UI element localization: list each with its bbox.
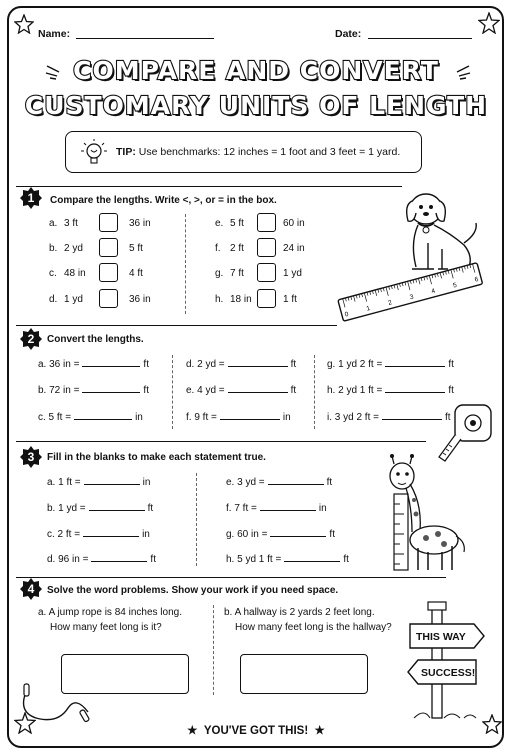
answer-blank[interactable] xyxy=(382,411,442,420)
sign-success: SUCCESS! xyxy=(421,667,476,679)
section-3-badge: 3 xyxy=(20,446,42,468)
unit-label: ft xyxy=(343,554,349,565)
conversion-item xyxy=(186,384,296,396)
answer-blank[interactable] xyxy=(91,553,147,562)
column-divider xyxy=(185,214,186,314)
answer-blank[interactable] xyxy=(268,476,324,485)
fill-blank-item xyxy=(47,502,153,514)
tip-label: TIP: xyxy=(116,146,136,158)
ruler-number: 0 xyxy=(344,310,350,319)
fill-question: f. 7 ft = xyxy=(226,503,257,514)
answer-blank[interactable] xyxy=(260,502,316,511)
unit-label: in xyxy=(282,412,291,423)
answer-blank[interactable] xyxy=(284,553,340,562)
answer-blank[interactable] xyxy=(228,358,288,367)
conversion-question: d. 2 yd = xyxy=(186,359,225,370)
giraffe-illustration xyxy=(380,454,476,574)
column-divider xyxy=(196,473,197,566)
unit-label: ft xyxy=(143,359,149,370)
word-problem-a-line1: a. A jump rope is 84 inches long. xyxy=(38,607,182,618)
compare-answer-box[interactable] xyxy=(99,263,118,282)
ruler-number: 6 xyxy=(473,276,480,284)
conversion-item xyxy=(186,358,296,370)
quantity-right: 36 in xyxy=(129,294,151,305)
compare-answer-box[interactable] xyxy=(257,263,276,282)
conversion-question: b. 72 in = xyxy=(38,385,80,396)
quantity-left: 3 ft xyxy=(64,218,78,229)
quantity-left: 7 ft xyxy=(230,268,244,279)
column-divider xyxy=(172,355,173,429)
quantity-right: 36 in xyxy=(129,218,151,229)
quantity-left: 2 ft xyxy=(230,243,244,254)
fill-question: c. 2 ft = xyxy=(47,529,81,540)
answer-blank[interactable] xyxy=(83,528,139,537)
signpost-illustration xyxy=(404,598,490,722)
divider xyxy=(16,577,446,578)
fill-blank-item xyxy=(47,528,150,540)
conversion-question: e. 4 yd = xyxy=(186,385,225,396)
fill-question: g. 60 in = xyxy=(226,529,268,540)
sparkle-icon xyxy=(44,62,64,80)
unit-label: in xyxy=(142,529,150,540)
answer-blank[interactable] xyxy=(84,476,140,485)
fill-question: b. 1 yd = xyxy=(47,503,86,514)
compare-answer-box[interactable] xyxy=(99,213,118,232)
date-label: Date: xyxy=(335,28,362,40)
unit-label: ft xyxy=(326,477,333,488)
ruler-number: 2 xyxy=(387,299,393,307)
answer-blank[interactable] xyxy=(82,384,140,393)
divider xyxy=(16,186,402,187)
name-field[interactable] xyxy=(76,38,214,39)
answer-blank[interactable] xyxy=(74,411,132,420)
fill-blank-item xyxy=(226,528,335,540)
tip-text: Use benchmarks: 12 inches = 1 foot and 3 feet = 1 yard. xyxy=(138,146,401,158)
section-2-badge: 2 xyxy=(20,328,42,350)
column-divider xyxy=(314,355,315,429)
section-4-badge: 4 xyxy=(20,578,42,600)
conversion-question: f. 9 ft = xyxy=(186,412,217,423)
quantity-right: 5 ft xyxy=(129,243,143,254)
ruler-number: 4 xyxy=(430,287,436,296)
unit-label: ft xyxy=(444,412,451,423)
star-icon: ★ xyxy=(187,725,198,737)
section-2-title: Convert the lengths. xyxy=(47,334,144,345)
sparkle-icon xyxy=(452,62,472,80)
unit-label: in xyxy=(318,503,327,514)
answer-blank[interactable] xyxy=(82,358,140,367)
unit-label: ft xyxy=(448,359,454,370)
compare-answer-box[interactable] xyxy=(257,238,276,257)
quantity-right: 24 in xyxy=(283,243,305,254)
page-title-line1: COMPARE AND CONVERT xyxy=(73,56,439,85)
star-icon xyxy=(478,12,500,34)
conversion-item xyxy=(327,411,451,423)
quantity-right: 1 yd xyxy=(283,268,302,279)
star-icon xyxy=(14,14,34,34)
fill-question: a. 1 ft = xyxy=(47,477,81,488)
unit-label: ft xyxy=(147,503,154,514)
answer-blank[interactable] xyxy=(270,528,326,537)
word-problem-b-line1: b. A hallway is 2 yards 2 feet long. xyxy=(224,607,375,618)
fill-question: e. 3 yd = xyxy=(226,477,265,488)
section-1-title: Compare the lengths. Write <, >, or = in the box. xyxy=(50,195,277,206)
sign-this-way: THIS WAY xyxy=(416,631,466,643)
conversion-item xyxy=(186,411,291,423)
fill-blank-item xyxy=(47,476,150,488)
ruler-number: 3 xyxy=(409,293,415,302)
conversion-item xyxy=(38,411,143,423)
word-problem-a-line2: How many feet long is it? xyxy=(50,622,162,633)
quantity-right: 4 ft xyxy=(129,268,143,279)
fill-question: d. 96 in = xyxy=(47,554,89,565)
answer-box-b[interactable] xyxy=(240,654,368,694)
divider xyxy=(16,325,337,326)
section-3-title: Fill in the blanks to make each statement true. xyxy=(47,452,266,463)
quantity-left: 18 in xyxy=(230,294,252,305)
item-letter: b. xyxy=(49,243,58,254)
item-letter: h. xyxy=(215,294,224,305)
unit-label: ft xyxy=(290,385,297,396)
compare-answer-box[interactable] xyxy=(257,289,276,308)
lightbulb-icon xyxy=(80,137,108,167)
footer-banner xyxy=(0,723,512,737)
compare-answer-box[interactable] xyxy=(99,289,118,308)
ruler-number: 5 xyxy=(452,281,458,290)
tip-box xyxy=(65,131,422,173)
name-label: Name: xyxy=(38,28,71,40)
column-divider xyxy=(213,605,214,695)
jump-rope-illustration xyxy=(18,682,92,726)
divider xyxy=(16,441,426,442)
unit-label: in xyxy=(135,412,143,423)
compare-answer-box[interactable] xyxy=(99,238,118,257)
answer-blank[interactable] xyxy=(385,384,445,393)
section-1-badge: 1 xyxy=(20,187,42,209)
item-letter: f. xyxy=(215,243,221,254)
answer-blank[interactable] xyxy=(228,384,288,393)
conversion-item xyxy=(38,384,149,396)
unit-label: ft xyxy=(150,554,156,565)
conversion-item xyxy=(38,358,149,370)
answer-blank[interactable] xyxy=(385,358,445,367)
conversion-item xyxy=(327,358,454,370)
quantity-right: 60 in xyxy=(283,218,305,229)
item-letter: a. xyxy=(49,218,58,229)
unit-label: ft xyxy=(329,529,335,540)
conversion-question: c. 5 ft = xyxy=(38,412,72,423)
unit-label: ft xyxy=(448,385,454,396)
footer-text: YOU'VE GOT THIS! xyxy=(203,725,309,737)
answer-blank[interactable] xyxy=(220,411,280,420)
fill-blank-item xyxy=(226,476,332,488)
item-letter: c. xyxy=(49,268,57,279)
fill-blank-item xyxy=(226,553,349,565)
word-problem-b-line2: How many feet long is the hallway? xyxy=(235,622,392,633)
conversion-question: a. 36 in = xyxy=(38,359,80,370)
conversion-question: i. 3 yd 2 ft = xyxy=(327,412,379,423)
quantity-right: 1 ft xyxy=(283,294,297,305)
ruler-illustration xyxy=(335,256,485,326)
quantity-left: 5 ft xyxy=(230,218,244,229)
item-letter: e. xyxy=(215,218,224,229)
date-field[interactable] xyxy=(368,38,472,39)
conversion-question: g. 1 yd 2 ft = xyxy=(327,359,383,370)
ruler-number: 1 xyxy=(365,305,372,313)
fill-blank-item xyxy=(226,502,327,514)
page-title-line2: CUSTOMARY UNITS OF LENGTH xyxy=(24,91,488,120)
unit-label: ft xyxy=(290,359,297,370)
item-letter: d. xyxy=(49,294,58,305)
answer-blank[interactable] xyxy=(89,502,145,511)
item-letter: g. xyxy=(215,268,224,279)
quantity-left: 48 in xyxy=(64,268,86,279)
quantity-left: 2 yd xyxy=(64,243,83,254)
conversion-question: h. 2 yd 1 ft = xyxy=(327,385,383,396)
unit-label: in xyxy=(142,477,151,488)
compare-answer-box[interactable] xyxy=(257,213,276,232)
section-4-title: Solve the word problems. Show your work if you need space. xyxy=(47,585,339,596)
conversion-item xyxy=(327,384,454,396)
quantity-left: 1 yd xyxy=(64,294,83,305)
unit-label: ft xyxy=(143,385,149,396)
fill-blank-item xyxy=(47,553,156,565)
star-icon: ★ xyxy=(314,725,325,737)
fill-question: h. 5 yd 1 ft = xyxy=(226,554,282,565)
